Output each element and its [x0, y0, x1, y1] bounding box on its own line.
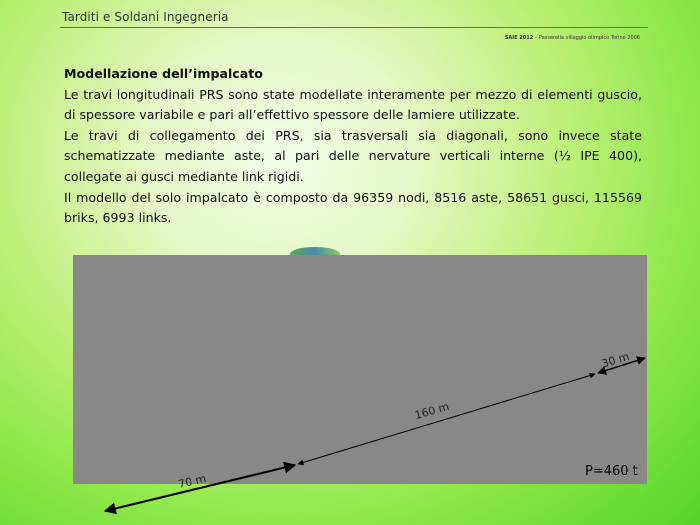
dim-line-70m — [105, 465, 295, 511]
body-paragraph-2: Le travi di collegamento dei PRS, sia trasversali sia diagonali, sono invece state schematizzate mediante aste, al pari delle nervature verticali interne (½ IPE 400), collegate ai gusci mediante link rigidi. — [64, 127, 642, 184]
dim-label-160m: 160 m — [413, 399, 451, 423]
body-paragraph-1: Le travi longitudinali PRS sono state modellate interamente per mezzo di elementi guscio, di spessore variabile e pari all’effettivo spessore delle lamiere utilizzate. — [64, 86, 642, 123]
section-title: Modellazione dell’impalcato — [64, 66, 263, 81]
subtitle-project: – Passerella villaggio olimpico Torino 2006 — [533, 35, 640, 41]
dim-label-70m: 70 m — [177, 471, 208, 491]
dim-label-30m: 30 m — [600, 349, 631, 371]
load-label: P=460 t — [585, 464, 638, 479]
header-title: Tarditi e Soldani Ingegneria — [62, 10, 229, 24]
body-paragraph-3: Il modello del solo impalcato è composto da 96359 nodi, 8516 aste, 58651 gusci, 115569 briks, 6993 links. — [64, 189, 642, 226]
dim-line-160m — [298, 374, 595, 464]
subtitle-event: SAIE 2012 — [504, 35, 534, 41]
